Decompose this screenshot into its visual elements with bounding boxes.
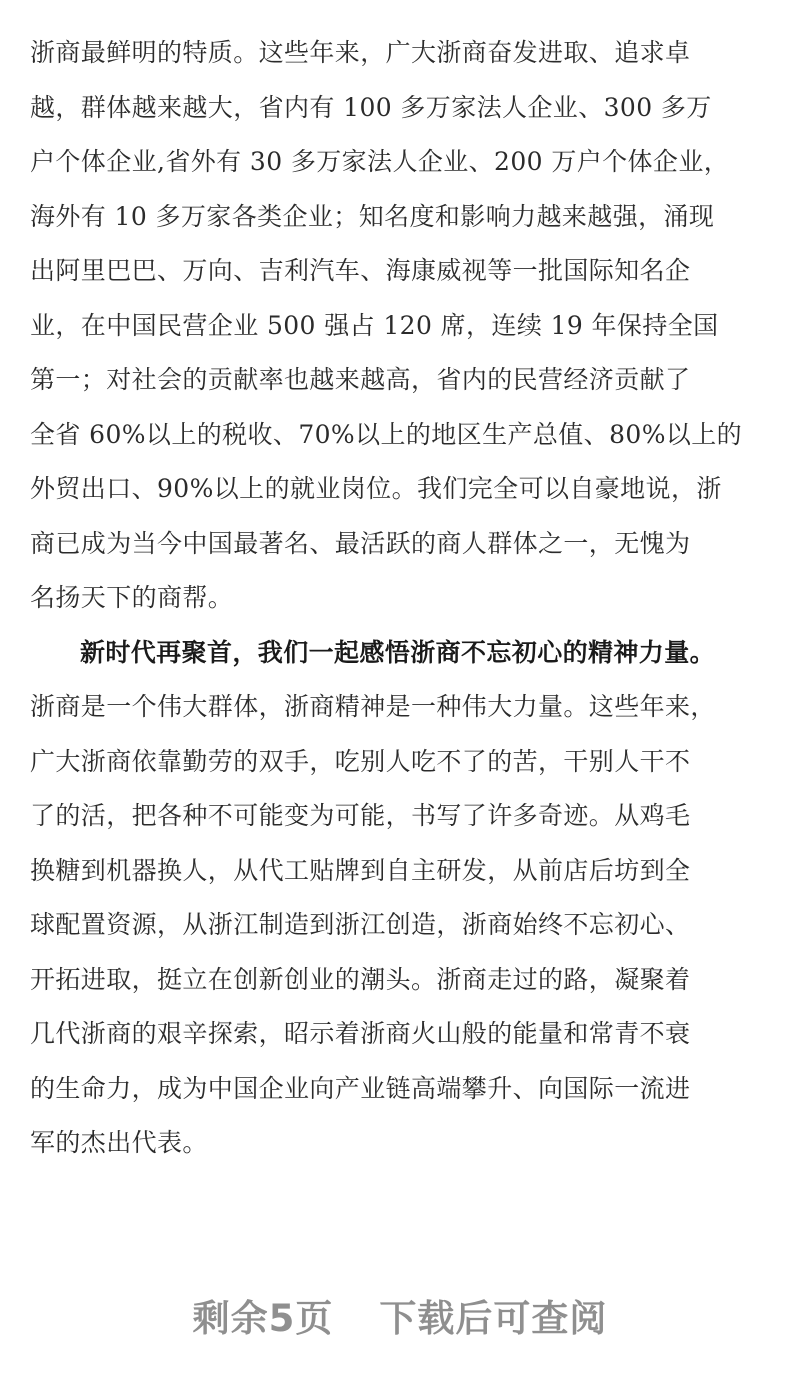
text-line: 业，在中国民营企业 500 强占 120 席，连续 19 年保持全国 bbox=[30, 310, 719, 340]
download-hint-label: 下载后可查阅 bbox=[379, 1297, 608, 1340]
document-body bbox=[30, 26, 770, 1171]
text-line: 商已成为当今中国最著名、最活跃的商人群体之一，无愧为 bbox=[30, 528, 691, 558]
text-line: 海外有 10 多万家各类企业；知名度和影响力越来越强，涌现 bbox=[30, 201, 715, 231]
text-line: 换糖到机器换人，从代工贴牌到自主研发，从前店后坊到全 bbox=[30, 855, 691, 885]
text-line: 广大浙商依靠勤劳的双手，吃别人吃不了的苦，干别人干不 bbox=[30, 746, 691, 776]
text-line: 开拓进取，挺立在创新创业的潮头。浙商走过的路，凝聚着 bbox=[30, 964, 691, 994]
text-line: 第一；对社会的贡献率也越来越高，省内的民营经济贡献了 bbox=[30, 365, 691, 394]
text-line: 浙商是一个伟大群体，浙商精神是一种伟大力量。这些年来， bbox=[30, 692, 716, 721]
text-line: 球配置资源，从浙江制造到浙江创造，浙商始终不忘初心、 bbox=[30, 910, 691, 939]
text-line: 军的杰出代表。 bbox=[30, 1128, 208, 1157]
download-prompt[interactable] bbox=[0, 1288, 800, 1342]
text-line: 几代浙商的艰辛探索，昭示着浙商火山般的能量和常青不衰 bbox=[30, 1019, 691, 1048]
text-line: 出阿里巴巴、万向、吉利汽车、海康威视等一批国际知名企 bbox=[30, 256, 691, 285]
text-line: 全省 60%以上的税收、70%以上的地区生产总值、80%以上的 bbox=[30, 419, 743, 449]
text-line: 的生命力，成为中国企业向产业链高端攀升、向国际一流进 bbox=[30, 1073, 691, 1103]
text-line: 户个体企业,省外有 30 多万家法人企业、200 万户个体企业， bbox=[30, 147, 730, 176]
text-line: 越，群体越来越大，省内有 100 多万家法人企业、300 多万 bbox=[30, 92, 712, 122]
text-line: 名扬天下的商帮。 bbox=[30, 583, 234, 612]
text-line: 外贸出口、90%以上的就业岗位。我们完全可以自豪地说，浙 bbox=[30, 474, 722, 503]
section-heading: 新时代再聚首，我们一起感悟浙商不忘初心的精神力量。 bbox=[80, 637, 716, 667]
text-line: 浙商最鲜明的特质。这些年来，广大浙商奋发进取、追求卓 bbox=[30, 38, 691, 67]
remaining-pages-label: 剩余5页 bbox=[192, 1297, 334, 1340]
text-line: 了的活，把各种不可能变为可能，书写了许多奇迹。从鸡毛 bbox=[30, 801, 691, 830]
